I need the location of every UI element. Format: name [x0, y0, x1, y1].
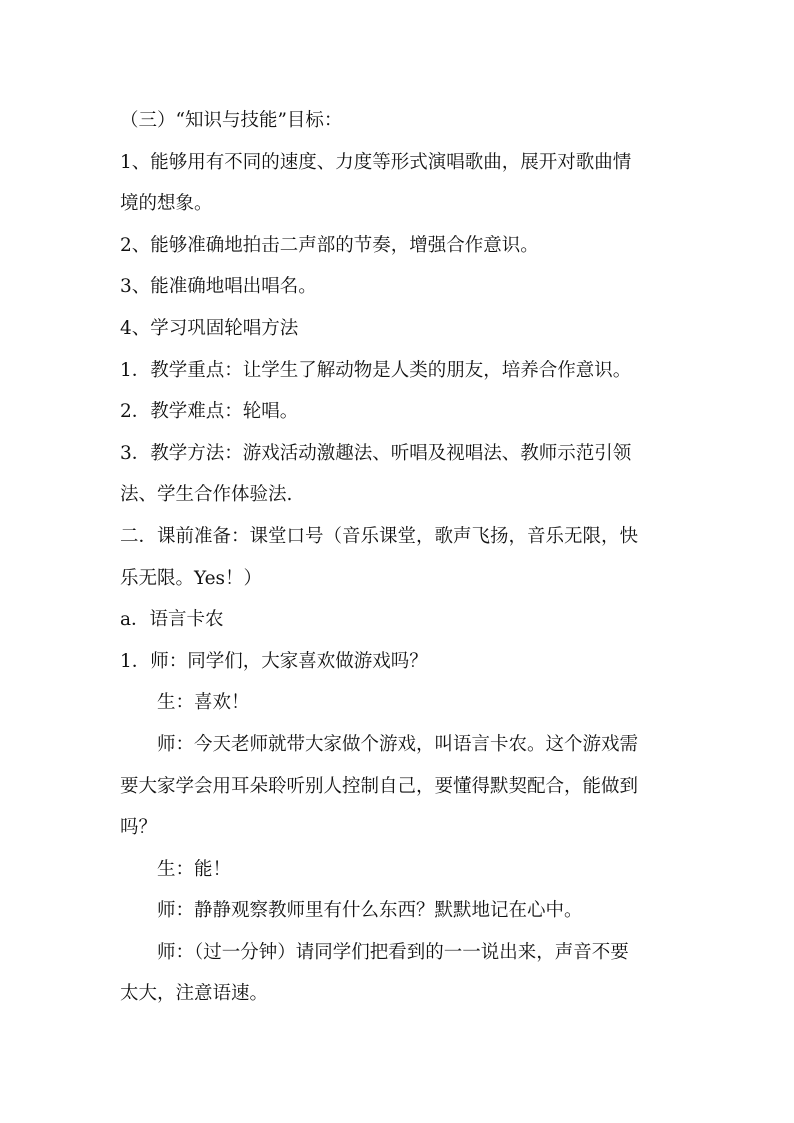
text-line: 师：（过一分钟）请同学们把看到的一一说出来，声音不要: [157, 941, 629, 963]
text-line: 师：静静观察教师里有什么东西？默默地记在心中。: [157, 900, 583, 922]
text-line: a．语言卡农: [120, 609, 224, 631]
text-line: 二．课前准备：课堂口号（音乐课堂，歌声飞扬，音乐无限，快: [120, 525, 639, 547]
text-line: 乐无限。Yes！）: [120, 567, 263, 589]
text-line: 1、能够用有不同的速度、力度等形式演唱歌曲，展开对歌曲情: [120, 151, 632, 173]
text-line: 境的想象。: [120, 193, 213, 215]
text-line: 3、能准确地唱出唱名。: [120, 276, 317, 298]
text-line: 要大家学会用耳朵聆听别人控制自己，要懂得默契配合，能做到: [120, 775, 639, 797]
text-line: 1．师：同学们，大家喜欢做游戏吗？: [120, 650, 428, 672]
document-body: [120, 100, 680, 1015]
text-line: 师：今天老师就带大家做个游戏，叫语言卡农。这个游戏需: [157, 733, 639, 755]
text-line: 2、能够准确地拍击二声部的节奏，增强合作意识。: [120, 234, 539, 256]
text-line: 3．教学方法：游戏活动激趣法、听唱及视唱法、教师示范引领: [120, 442, 632, 464]
text-line: 2．教学难点：轮唱。: [120, 401, 299, 423]
text-line: 4、学习巩固轮唱方法: [120, 317, 299, 339]
text-line: 生：能！: [157, 858, 232, 880]
text-line: 1．教学重点：让学生了解动物是人类的朋友，培养合作意识。: [120, 359, 632, 381]
text-line: （三）“知识与技能”目标：: [120, 110, 343, 131]
text-line: 生：喜欢！: [157, 692, 250, 714]
text-line: 太大，注意语速。: [120, 983, 269, 1005]
text-line: 吗？: [120, 817, 158, 839]
text-line: 法、学生合作体验法.: [120, 484, 293, 506]
